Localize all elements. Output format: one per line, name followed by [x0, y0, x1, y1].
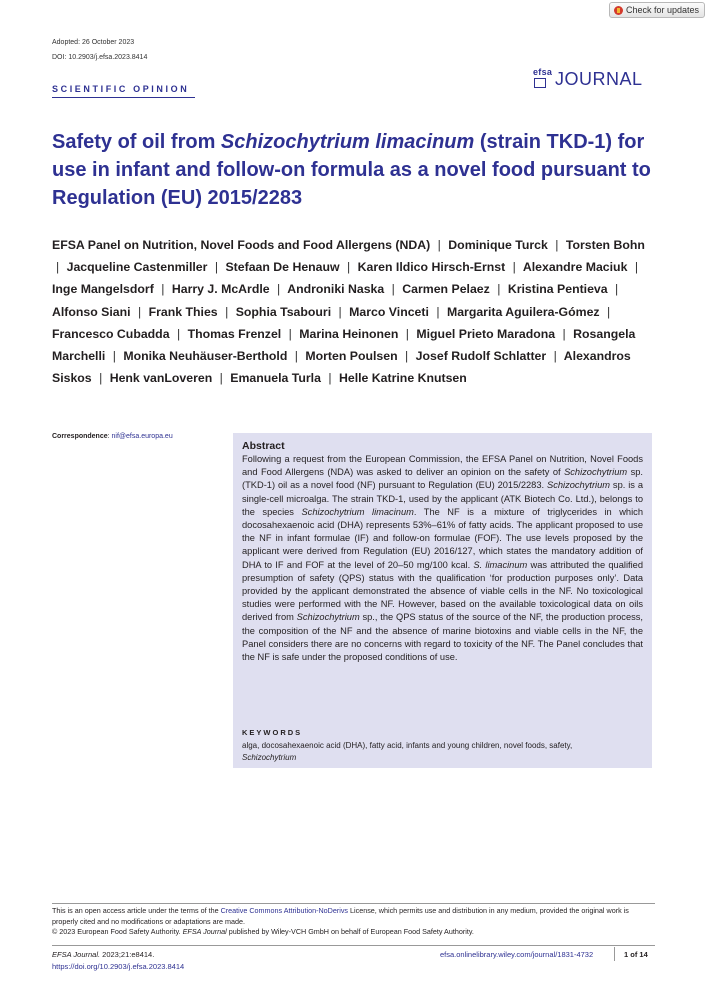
author-separator: | — [328, 371, 332, 386]
author-separator: | — [553, 349, 557, 364]
author-separator: | — [436, 304, 440, 319]
author-name: Sophia Tsabouri — [235, 304, 332, 319]
abstract-segment: sp. (TKD-1) oil as a novel food (NF) pursuant to Regulation (EU) 2015/2283. — [242, 467, 643, 491]
logo-efsa-text: efsa — [533, 67, 553, 77]
author-separator: | — [225, 304, 229, 319]
author-name: Karen Ildico Hirsch-Ernst — [357, 260, 506, 275]
license-post: License, which permits use and distribution in any medium, provided the original work is properly cited and no modifications or adaptations are made. — [52, 906, 629, 926]
author-name: Torsten Bohn — [565, 238, 645, 252]
author-name: Helle Katrine Knutsen — [338, 371, 467, 386]
abstract-italic-term: Schizochytrium — [547, 480, 611, 491]
citation-volume: 2023;21:e8414. — [100, 950, 155, 959]
journal-citation — [52, 950, 154, 959]
abstract-text — [242, 453, 643, 664]
correspondence-label: Correspondence — [52, 433, 108, 440]
copyright-pre: © 2023 European Food Safety Authority. — [52, 927, 183, 937]
author-name: Josef Rudolf Schlatter — [415, 349, 547, 364]
abstract-italic-term: Schizochytrium limacinum — [301, 506, 414, 517]
author-separator: | — [512, 260, 516, 275]
author-separator: | — [112, 349, 116, 364]
author-name: Miguel Prieto Maradona — [416, 326, 556, 341]
author-separator: | — [562, 326, 566, 341]
correspondence-email-link[interactable]: nif@efsa.europa.eu — [111, 433, 173, 440]
author-separator: | — [99, 371, 103, 386]
author-name: Marina Heinonen — [299, 326, 399, 341]
page-number: 1 of 14 — [624, 950, 648, 959]
check-for-updates-label: Check for updates — [625, 5, 699, 15]
author-separator: | — [634, 260, 639, 275]
author-name: Kristina Pentieva — [507, 282, 608, 297]
author-separator: | — [176, 326, 181, 341]
page-separator — [614, 947, 615, 961]
author-separator: | — [277, 282, 281, 297]
article-title — [52, 128, 652, 212]
author-separator: | — [288, 326, 292, 341]
doi-text: DOI: 10.2903/j.efsa.2023.8414 — [52, 54, 148, 61]
title-part2: (strain TKD-1) for use in infant and follow-on formula as a novel food pursuant to Regulation (EU) 2015/2283 — [52, 131, 651, 209]
keywords-list: alga, docosahexaenoic acid (DHA), fatty acid, infants and young children, novel foods, safety, — [242, 741, 573, 750]
keywords-italic: Schizochytrium — [242, 752, 297, 762]
author-name: Stefaan De Henauw — [225, 260, 340, 275]
abstract-segment: sp., the QPS status of the source of the NF, the production process, the composition of the NF and the absence of marine biotoxins and viable cells in the NF, the Panel considers there are no concerns with regard to toxicity of the NF. The Panel concludes that the NF is safe under the proposed conditions of use. — [242, 612, 643, 663]
author-separator: | — [497, 282, 501, 297]
author-name: EFSA Panel on Nutrition, Novel Foods and Food Allergens (NDA) — [52, 238, 431, 252]
license-link[interactable]: Creative Commons Attribution-NoDerivs — [220, 906, 349, 915]
author-separator: | — [391, 282, 395, 297]
logo-journal-text: JOURNAL — [555, 69, 643, 89]
logo-box-icon — [534, 78, 546, 88]
author-name: Dominique Turck — [448, 238, 548, 252]
article-type: SCIENTIFIC OPINION — [52, 84, 190, 94]
author-separator: | — [56, 260, 60, 275]
author-name: Inge Mangelsdorf — [52, 282, 154, 297]
abstract-segment: Following a request from the European Commission, the EFSA Panel on Nutrition, Novel Foods and Food Allergens (NDA) was asked to deliver an opinion on the safety of — [242, 454, 643, 478]
crossmark-icon — [614, 6, 623, 15]
author-separator: | — [405, 349, 409, 364]
author-separator: | — [219, 371, 223, 386]
copyright-journal: EFSA Journal — [182, 927, 227, 937]
author-name: Alexandre Maciuk — [522, 260, 628, 275]
title-species: Schizochytrium limacinum — [220, 131, 475, 153]
author-separator: | — [347, 260, 351, 275]
efsa-journal-logo — [528, 67, 653, 93]
abstract-italic-term: S. limacinum — [473, 559, 528, 570]
author-separator: | — [606, 304, 611, 319]
license-notice — [52, 906, 652, 938]
author-name: Thomas Frenzel — [187, 326, 282, 341]
bottom-divider — [52, 945, 655, 946]
author-name: Harry J. McArdle — [171, 282, 270, 297]
author-separator: | — [555, 238, 559, 252]
author-list — [52, 234, 657, 389]
author-separator: | — [214, 260, 219, 275]
correspondence — [52, 433, 173, 440]
citation-journal: EFSA Journal. — [52, 950, 101, 959]
author-name: Androniki Naska — [287, 282, 385, 297]
abstract-segment: was attributed the qualified presumption of safety (QPS) status with the qualification ‘for production purposes only’. Data provided by the applicant demonstrated the absence of viable cells in the NF. No toxicological studies were performed with the NF. However, based on the available toxicological data on oils derived from — [242, 559, 643, 623]
author-separator: | — [161, 282, 165, 297]
author-separator: | — [437, 238, 441, 252]
keywords-heading: KEYWORDS — [242, 728, 303, 737]
abstract-segment: . The NF is a mixture of triglycerides in which docosahexaenoic acid (DHA) represents 53%–61% of fatty acids. The applicant proposed to use the NF in infant formulae (IF) and follow-on formulae (FOF). The use levels proposed by the applicant were derived from Regulation (EU) 2016/127, which states the mandatory addition of DHA to IF and FOF at the level of 20–50 mg/100 kcal. — [242, 506, 643, 570]
correspondence-colon: : — [107, 433, 112, 440]
keywords-text — [242, 740, 647, 763]
author-separator: | — [405, 326, 409, 341]
author-name: Frank Thies — [148, 304, 218, 319]
author-separator: | — [138, 304, 142, 319]
abstract-segment: sp. is a single-cell microalga. The strain TKD-1, used by the applicant (ATK Biotech Co. Ltd.), belongs to the species — [242, 480, 643, 517]
author-separator: | — [294, 349, 298, 364]
author-name: Alexandros Siskos — [52, 349, 631, 386]
author-name: Emanuela Turla — [230, 371, 321, 386]
author-separator: | — [615, 282, 619, 297]
author-name: Alfonso Siani — [52, 304, 131, 319]
author-name: Carmen Pelaez — [402, 282, 490, 297]
abstract-italic-term: Schizochytrium — [296, 612, 360, 623]
author-name: Marco Vinceti — [349, 304, 429, 319]
author-name: Monika Neuhäuser-Berthold — [123, 349, 288, 364]
abstract-italic-term: Schizochytrium — [564, 467, 628, 478]
author-name: Jacqueline Castenmiller — [66, 260, 208, 275]
license-pre: This is an open access article under the terms of the — [52, 906, 221, 915]
adopted-date: Adopted: 26 October 2023 — [52, 39, 135, 46]
author-name: Morten Poulsen — [305, 349, 398, 364]
author-name: Margarita Aguilera-Gómez — [446, 304, 600, 319]
doi-link[interactable]: https://doi.org/10.2903/j.efsa.2023.8414 — [52, 962, 185, 971]
author-name: Henk vanLoveren — [109, 371, 213, 386]
journal-site-link[interactable]: efsa.onlinelibrary.wiley.com/journal/1831-4732 — [440, 950, 594, 959]
abstract-heading: Abstract — [242, 440, 285, 452]
article-type-rule — [52, 97, 195, 98]
check-for-updates-button[interactable] — [609, 2, 705, 18]
author-name: Francesco Cubadda — [52, 326, 170, 341]
author-separator: | — [338, 304, 342, 319]
copyright-post: published by Wiley-VCH GmbH on behalf of European Food Safety Authority. — [226, 927, 474, 937]
title-part1: Safety of oil from — [52, 131, 221, 153]
author-name: Rosangela Marchelli — [52, 326, 636, 364]
footer-divider — [52, 903, 655, 904]
